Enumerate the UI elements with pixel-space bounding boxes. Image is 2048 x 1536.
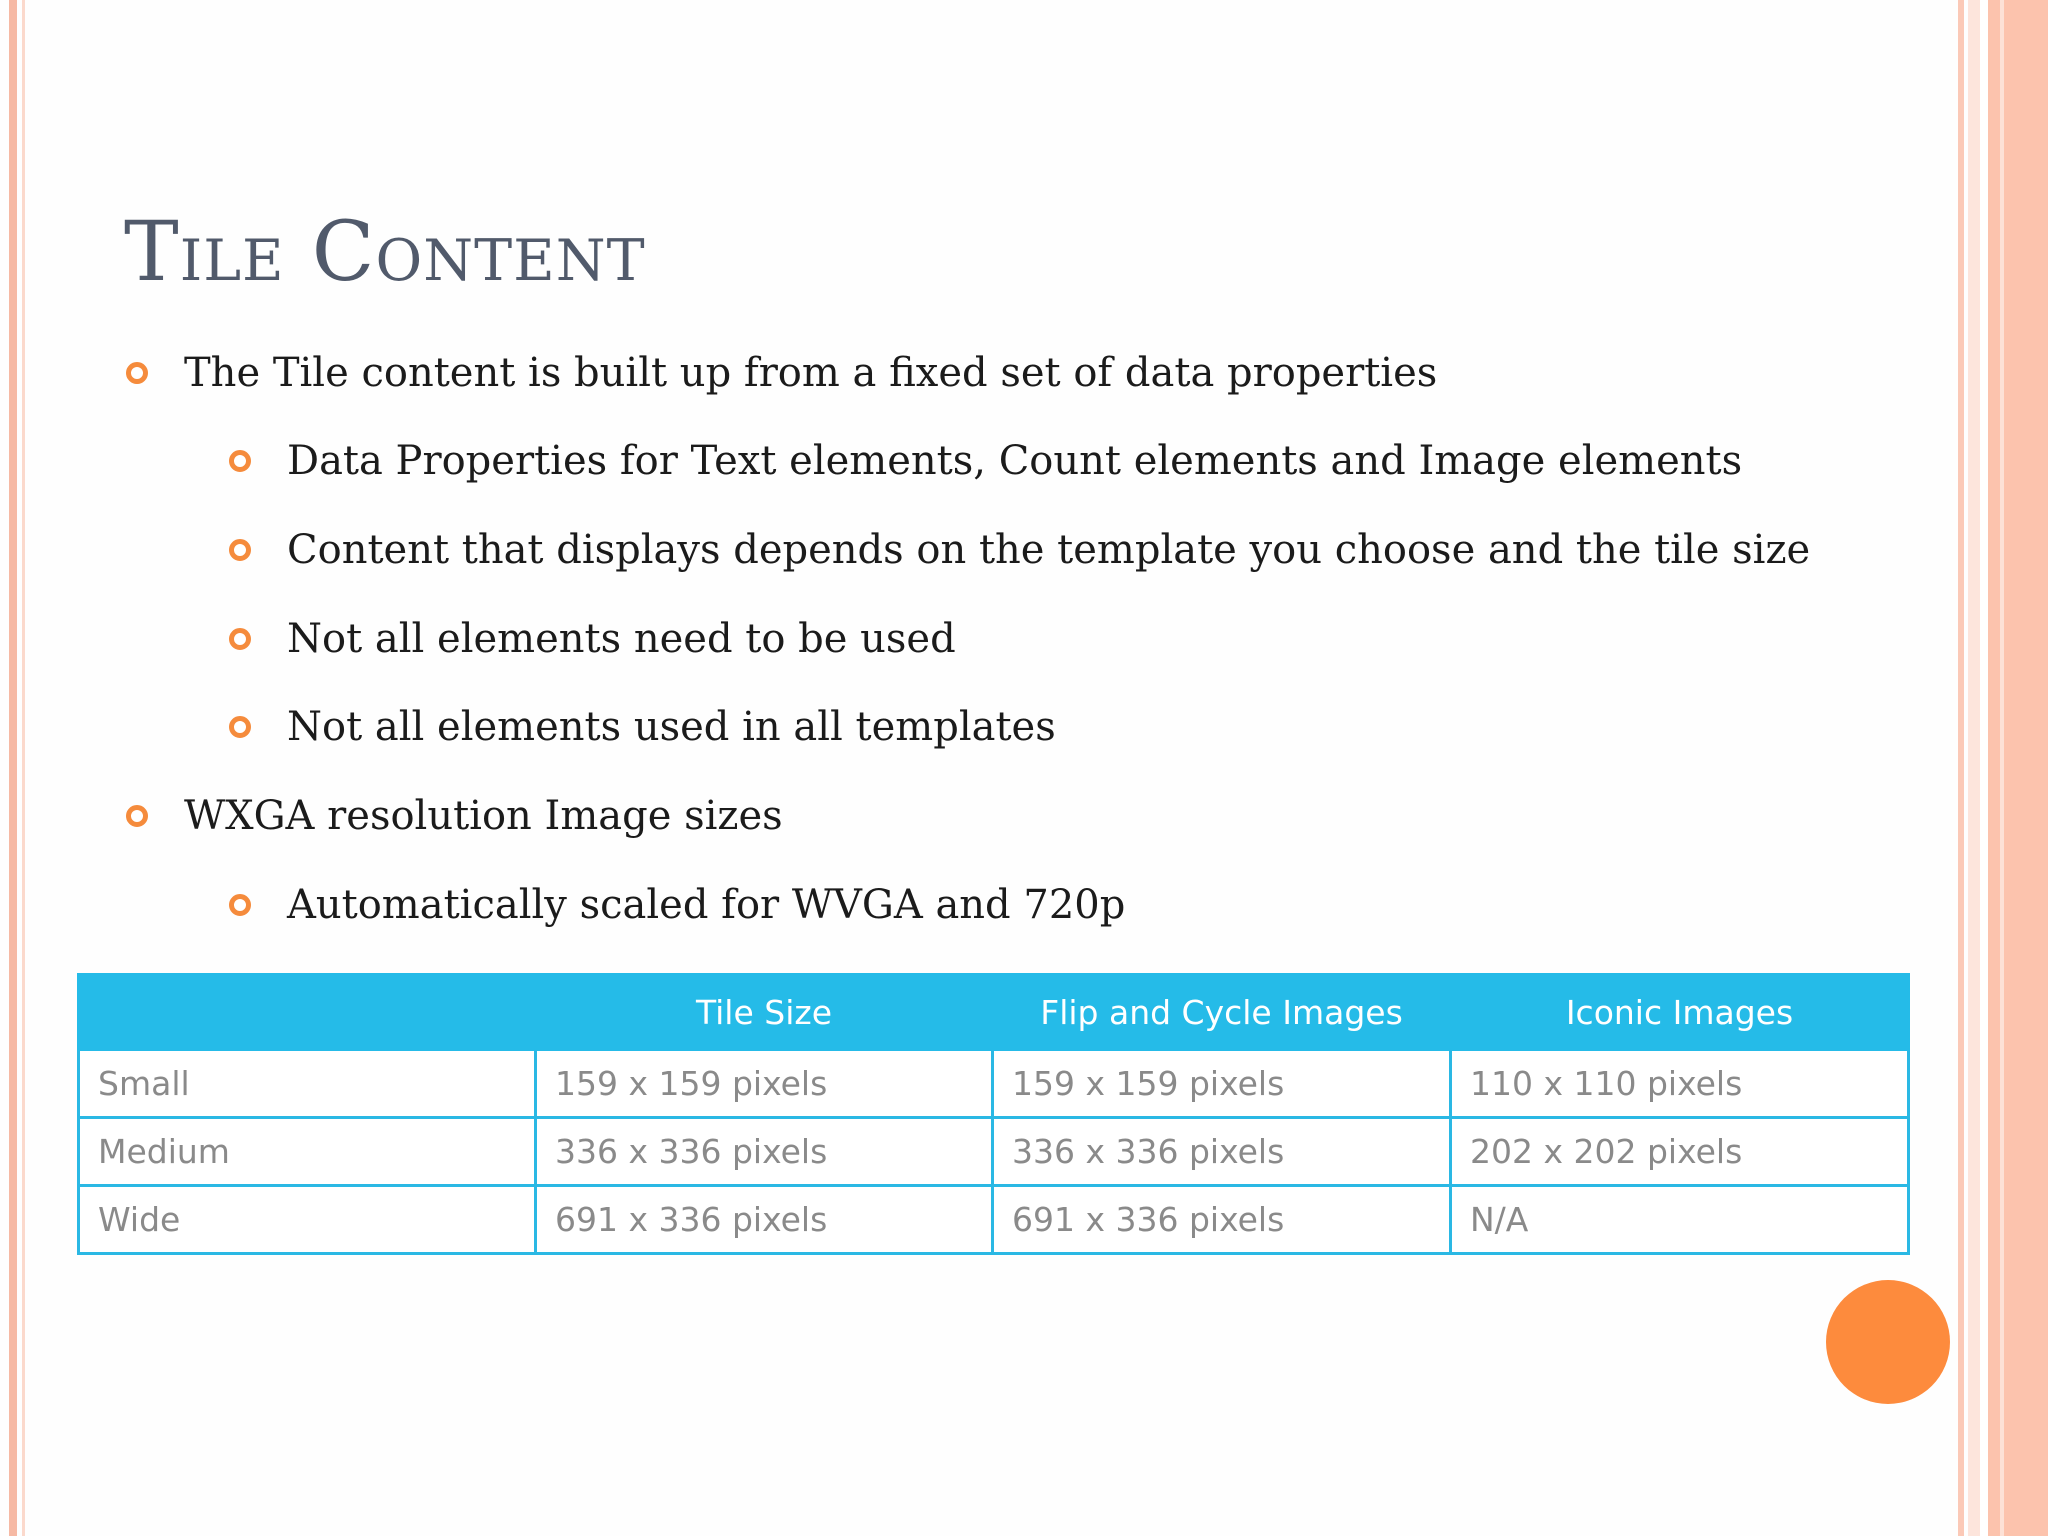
table-header-cell: Iconic Images [1451,975,1909,1050]
bullet-circle-icon [126,362,148,384]
table-body [79,1050,1909,1254]
right-border-band [1988,0,2048,1536]
table-cell: 159 x 159 pixels [536,1050,993,1118]
bullet-item [126,350,1437,396]
table-row [79,1118,1909,1186]
bullet-item [126,793,783,839]
right-border-stripe [2000,0,2004,1536]
table-header-cell [79,975,536,1050]
bullet-text: Not all elements need to be used [287,616,956,662]
table-cell: 336 x 336 pixels [993,1118,1451,1186]
table-row [79,1186,1909,1254]
bullet-circle-icon [229,539,251,561]
right-border-stripe [1980,0,1988,1536]
bullet-circle-icon [229,450,251,472]
table-cell: 159 x 159 pixels [993,1050,1451,1118]
orange-circle-decoration [1826,1280,1950,1404]
table-cell: 691 x 336 pixels [536,1186,993,1254]
tile-size-table [77,973,1910,1255]
bullet-text: The Tile content is built up from a fixed set of data properties [184,350,1438,396]
table-cell: 202 x 202 pixels [1451,1118,1909,1186]
right-border-stripe [1958,0,1964,1536]
table-row [79,1050,1909,1118]
table-header-cell: Flip and Cycle Images [993,975,1451,1050]
bullet-circle-icon [229,894,251,916]
table-cell: Wide [79,1186,536,1254]
left-border [9,0,17,1536]
bullet-item [229,616,956,662]
bullet-item [229,527,1810,573]
slide-title: Tile Content [124,205,646,300]
right-border-stripe [1968,0,1980,1536]
table-header-row [79,975,1909,1050]
bullet-text: Not all elements used in all templates [287,704,1056,750]
bullet-item [229,704,1056,750]
bullet-item [229,438,1742,484]
bullet-item [229,882,1125,928]
bullet-circle-icon [229,716,251,738]
bullet-circle-icon [229,628,251,650]
left-border-inner [22,0,25,1536]
table-header [79,975,1909,1050]
bullet-text: Data Properties for Text elements, Count elements and Image elements [287,438,1743,484]
table-cell: 110 x 110 pixels [1451,1050,1909,1118]
bullet-circle-icon [126,805,148,827]
table-cell: N/A [1451,1186,1909,1254]
table-header-cell: Tile Size [536,975,993,1050]
table-cell: Medium [79,1118,536,1186]
table-cell: Small [79,1050,536,1118]
table-cell: 691 x 336 pixels [993,1186,1451,1254]
bullet-text: WXGA resolution Image sizes [184,793,783,839]
bullet-text: Automatically scaled for WVGA and 720p [287,882,1126,928]
table-cell: 336 x 336 pixels [536,1118,993,1186]
bullet-text: Content that displays depends on the template you choose and the tile size [287,527,1811,573]
